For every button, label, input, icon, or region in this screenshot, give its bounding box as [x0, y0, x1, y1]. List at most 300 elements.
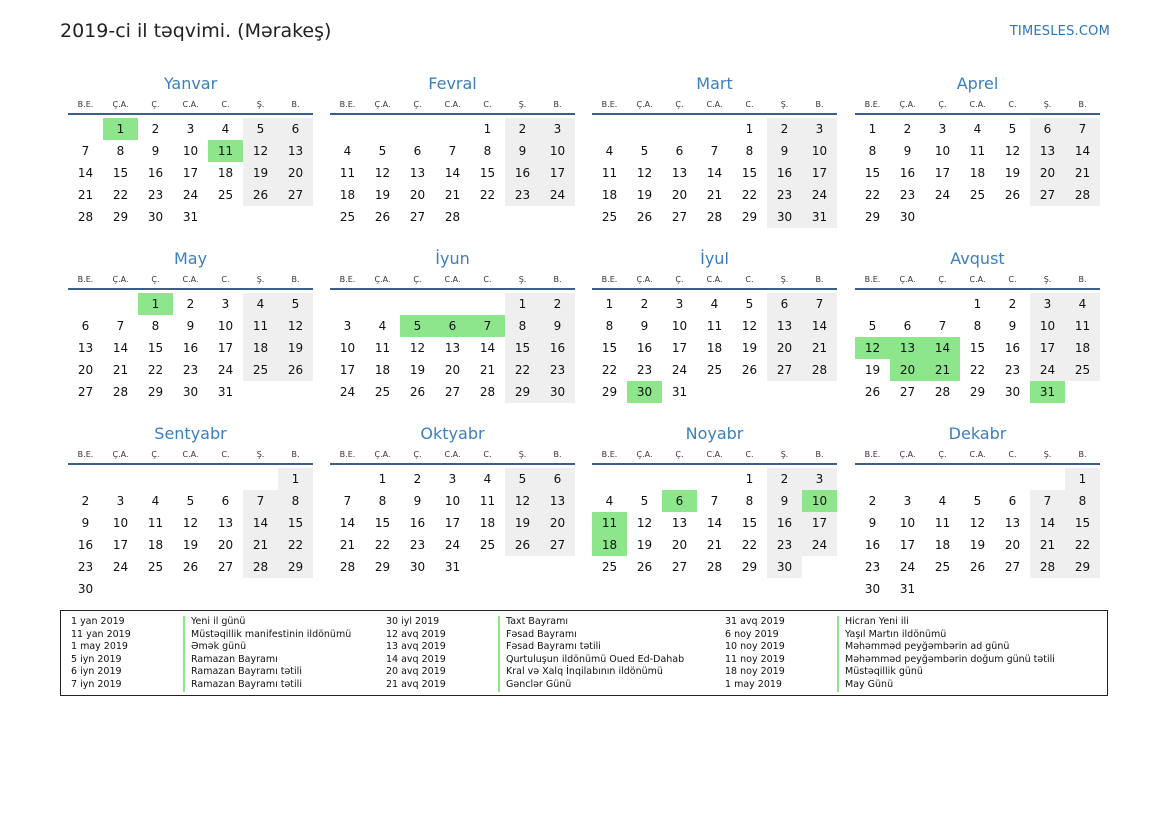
day-cell: 2	[81, 494, 90, 508]
day-cell: 9	[903, 144, 912, 158]
day-cell: 6	[81, 319, 90, 333]
weekday-label: B.	[1078, 100, 1087, 109]
holiday-name: Fəsad Bayramı tətili	[506, 641, 601, 653]
day-grid	[855, 293, 1100, 403]
day-cell: 18	[1065, 337, 1100, 359]
month-4	[855, 73, 1100, 228]
day-cell: 16	[767, 512, 802, 534]
day-cell: 15	[374, 516, 391, 530]
day-cell: 21	[802, 337, 837, 359]
holiday-name: Müstəqillik günü	[845, 666, 923, 678]
day-cell: 24	[671, 363, 688, 377]
day-cell: 18	[592, 534, 627, 556]
day-cell: 8	[151, 319, 160, 333]
day-cell: 26	[243, 184, 278, 206]
day-cell: 20	[890, 359, 925, 381]
day-cell: 28	[339, 560, 356, 574]
day-cell: 19	[969, 538, 986, 552]
day-cell: 1	[605, 297, 614, 311]
day-cell: 11	[706, 319, 723, 333]
day-cell: 29	[147, 385, 164, 399]
day-cell: 18	[969, 166, 986, 180]
day-cell: 16	[1004, 341, 1021, 355]
day-cell: 18	[147, 538, 164, 552]
holiday-row	[61, 666, 351, 679]
weekday-label: Ç.	[675, 100, 684, 109]
holiday-row	[715, 616, 1055, 629]
weekday-label: Ç.A.	[636, 450, 653, 459]
weekday-label: B.	[815, 450, 824, 459]
weekday-label: B.E.	[601, 450, 618, 459]
holiday-name: Ramazan Bayramı tətili	[191, 666, 302, 678]
day-cell: 23	[540, 359, 575, 381]
day-cell: 29	[278, 556, 313, 578]
day-cell: 6	[435, 315, 470, 337]
weekday-label: C.	[221, 275, 230, 284]
holiday-name: Hicran Yeni ili	[845, 616, 909, 627]
holiday-row	[61, 616, 351, 629]
day-cell: 15	[479, 166, 496, 180]
day-cell: 11	[934, 516, 951, 530]
weekday-label: C.A.	[706, 275, 723, 284]
day-cell: 24	[444, 538, 461, 552]
day-cell: 30	[77, 582, 94, 596]
holiday-row	[715, 654, 1055, 667]
day-cell: 6	[903, 319, 912, 333]
day-cell: 14	[243, 512, 278, 534]
day-cell: 25	[601, 560, 618, 574]
day-cell: 3	[343, 319, 352, 333]
day-cell: 8	[973, 319, 982, 333]
day-cell: 13	[278, 140, 313, 162]
weekday-label: Ç.	[938, 450, 947, 459]
day-cell: 10	[540, 140, 575, 162]
day-cell: 22	[374, 538, 391, 552]
day-cell: 20	[444, 363, 461, 377]
day-cell: 4	[343, 144, 352, 158]
day-cell: 3	[675, 297, 684, 311]
weekday-label: C.A.	[969, 275, 986, 284]
day-cell: 27	[540, 534, 575, 556]
day-cell: 15	[741, 166, 758, 180]
day-cell: 10	[112, 516, 129, 530]
day-cell: 27	[217, 560, 234, 574]
day-cell: 12	[1004, 144, 1021, 158]
day-cell: 20	[77, 363, 94, 377]
day-cell: 21	[1030, 534, 1065, 556]
weekday-label: B.E.	[864, 100, 881, 109]
month-6	[330, 248, 575, 403]
day-cell: 10	[671, 319, 688, 333]
day-cell: 8	[1065, 490, 1100, 512]
weekday-header	[68, 97, 313, 115]
day-cell: 9	[540, 315, 575, 337]
day-cell: 8	[745, 494, 754, 508]
holiday-marker	[183, 616, 185, 629]
day-cell: 13	[77, 341, 94, 355]
day-cell: 22	[1065, 534, 1100, 556]
day-cell: 18	[243, 337, 278, 359]
day-cell: 9	[151, 144, 160, 158]
day-cell: 2	[151, 122, 160, 136]
empty-cell	[470, 293, 505, 315]
day-cell: 4	[973, 122, 982, 136]
weekday-label: C.A.	[444, 100, 461, 109]
day-cell: 31	[899, 582, 916, 596]
day-cell: 7	[470, 315, 505, 337]
weekday-label: C.	[745, 100, 754, 109]
day-cell: 16	[147, 166, 164, 180]
weekday-label: Ç.A.	[899, 275, 916, 284]
month-name: Aprel	[956, 74, 999, 93]
day-cell: 8	[868, 144, 877, 158]
holiday-marker	[183, 679, 185, 692]
day-cell: 8	[483, 144, 492, 158]
day-cell: 16	[540, 337, 575, 359]
day-cell: 25	[1065, 359, 1100, 381]
day-cell: 15	[601, 341, 618, 355]
day-cell: 5	[640, 144, 649, 158]
day-cell: 23	[147, 188, 164, 202]
day-cell: 9	[413, 494, 422, 508]
holiday-date: 14 avq 2019	[386, 653, 446, 665]
day-cell: 1	[483, 122, 492, 136]
day-cell: 9	[767, 490, 802, 512]
day-cell: 31	[444, 560, 461, 574]
weekday-label: Ç.	[151, 100, 160, 109]
empty-cell	[400, 118, 435, 140]
empty-cell	[330, 293, 365, 315]
month-name: Avqust	[950, 249, 1005, 268]
weekday-header	[855, 447, 1100, 465]
day-cell: 17	[540, 162, 575, 184]
holiday-name: Qurtuluşun ildönümü Oued Ed-Dahab	[506, 653, 685, 665]
empty-cell	[330, 468, 365, 490]
empty-cell	[995, 468, 1030, 490]
weekday-label: Ç.	[938, 100, 947, 109]
holiday-row	[715, 679, 1055, 692]
holiday-date: 20 avq 2019	[386, 666, 446, 678]
day-grid	[68, 293, 313, 403]
empty-cell	[592, 118, 627, 140]
day-cell: 17	[671, 341, 688, 355]
empty-cell	[208, 468, 243, 490]
page-title: 2019-ci il təqvimi. (Mərakeş)	[60, 20, 332, 42]
day-cell: 10	[802, 490, 837, 512]
weekday-label: C.	[483, 275, 492, 284]
day-cell: 30	[409, 560, 426, 574]
weekday-label: C.	[1008, 275, 1017, 284]
day-cell: 13	[540, 490, 575, 512]
day-cell: 6	[767, 293, 802, 315]
holiday-name: Yaşıl Martın ildönümü	[845, 628, 947, 640]
day-cell: 6	[1030, 118, 1065, 140]
month-3	[592, 73, 837, 228]
day-cell: 19	[636, 538, 653, 552]
day-cell: 22	[147, 363, 164, 377]
day-cell: 4	[710, 297, 719, 311]
holiday-name: Ramazan Bayramı tətili	[191, 678, 302, 690]
day-cell: 30	[147, 210, 164, 224]
day-cell: 6	[675, 144, 684, 158]
day-cell: 8	[505, 315, 540, 337]
day-cell: 16	[636, 341, 653, 355]
month-name: Dekabr	[948, 424, 1007, 443]
holiday-list	[60, 610, 1108, 696]
day-cell: 5	[1008, 122, 1017, 136]
holiday-date: 21 avq 2019	[386, 678, 446, 690]
empty-cell	[173, 468, 208, 490]
day-cell: 12	[741, 319, 758, 333]
month-name: Fevral	[428, 74, 477, 93]
day-cell: 10	[802, 140, 837, 162]
day-cell: 1	[745, 472, 754, 486]
day-cell: 31	[802, 206, 837, 228]
day-cell: 31	[217, 385, 234, 399]
weekday-label: B.E.	[601, 275, 618, 284]
holiday-column-1	[61, 616, 351, 692]
day-cell: 28	[243, 556, 278, 578]
day-cell: 4	[605, 144, 614, 158]
day-cell: 21	[706, 188, 723, 202]
empty-cell	[1030, 468, 1065, 490]
holiday-column-3	[715, 616, 1055, 692]
day-cell: 2	[640, 297, 649, 311]
holiday-row	[376, 654, 684, 667]
day-cell: 12	[969, 516, 986, 530]
day-cell: 24	[802, 184, 837, 206]
day-cell: 17	[802, 512, 837, 534]
day-cell: 23	[864, 560, 881, 574]
holiday-column-2	[376, 616, 684, 692]
holiday-row	[61, 641, 351, 654]
day-cell: 24	[339, 385, 356, 399]
day-cell: 18	[339, 188, 356, 202]
day-cell: 1	[745, 122, 754, 136]
empty-cell	[697, 468, 732, 490]
day-cell: 22	[741, 538, 758, 552]
day-cell: 1	[868, 122, 877, 136]
day-cell: 30	[767, 206, 802, 228]
day-cell: 15	[741, 516, 758, 530]
weekday-label: Ç.A.	[112, 100, 129, 109]
day-cell: 28	[706, 560, 723, 574]
holiday-marker	[837, 616, 839, 629]
day-cell: 21	[706, 538, 723, 552]
holiday-marker	[183, 629, 185, 642]
day-cell: 24	[540, 184, 575, 206]
day-cell: 24	[112, 560, 129, 574]
day-cell: 14	[339, 516, 356, 530]
weekday-label: Ş.	[780, 275, 789, 284]
day-cell: 9	[505, 140, 540, 162]
day-cell: 10	[1030, 315, 1065, 337]
day-cell: 21	[339, 538, 356, 552]
day-cell: 19	[864, 363, 881, 377]
weekday-label: Ç.	[413, 275, 422, 284]
day-cell: 27	[671, 560, 688, 574]
day-cell: 29	[969, 385, 986, 399]
day-cell: 12	[505, 490, 540, 512]
month-12	[855, 423, 1100, 600]
empty-cell	[627, 468, 662, 490]
day-cell: 7	[802, 293, 837, 315]
day-cell: 19	[636, 188, 653, 202]
holiday-marker	[498, 666, 500, 679]
day-cell: 5	[378, 144, 387, 158]
day-cell: 19	[741, 341, 758, 355]
weekday-label: B.E.	[864, 275, 881, 284]
day-cell: 11	[147, 516, 164, 530]
empty-cell	[365, 118, 400, 140]
holiday-date: 13 avq 2019	[386, 641, 446, 653]
day-cell: 20	[671, 188, 688, 202]
day-cell: 29	[741, 560, 758, 574]
weekday-label: B.	[291, 100, 300, 109]
weekday-label: C.	[483, 450, 492, 459]
holiday-name: Müstəqillik manifestinin ildönümü	[191, 628, 352, 640]
weekday-label: Ş.	[256, 100, 265, 109]
day-cell: 29	[741, 210, 758, 224]
day-cell: 12	[409, 341, 426, 355]
day-cell: 2	[868, 494, 877, 508]
holiday-marker	[837, 641, 839, 654]
holiday-name: Məhəmməd peyğəmbərin doğum günü tətili	[845, 653, 1055, 665]
weekday-label: Ş.	[1043, 275, 1052, 284]
day-cell: 14	[706, 166, 723, 180]
day-cell: 23	[899, 188, 916, 202]
day-cell: 30	[1004, 385, 1021, 399]
weekday-header	[330, 272, 575, 290]
day-cell: 9	[1008, 319, 1017, 333]
day-cell: 26	[374, 210, 391, 224]
holiday-row	[376, 666, 684, 679]
day-cell: 17	[1030, 337, 1065, 359]
weekday-label: Ş.	[780, 450, 789, 459]
day-cell: 7	[1030, 490, 1065, 512]
day-cell: 16	[182, 341, 199, 355]
day-cell: 22	[601, 363, 618, 377]
day-grid	[592, 118, 837, 228]
holiday-date: 1 may 2019	[71, 641, 128, 653]
holiday-date: 6 iyn 2019	[71, 666, 122, 678]
day-cell: 4	[605, 494, 614, 508]
day-cell: 22	[505, 359, 540, 381]
day-cell: 1	[103, 118, 138, 140]
holiday-name: Məhəmməd peyğəmbərin ad günü	[845, 641, 1010, 653]
day-cell: 7	[448, 144, 457, 158]
day-cell: 20	[409, 188, 426, 202]
day-cell: 3	[1030, 293, 1065, 315]
day-cell: 13	[217, 516, 234, 530]
day-cell: 24	[802, 534, 837, 556]
empty-cell	[925, 293, 960, 315]
day-cell: 15	[147, 341, 164, 355]
holiday-marker	[498, 654, 500, 667]
day-cell: 17	[444, 516, 461, 530]
day-cell: 2	[767, 468, 802, 490]
day-cell: 14	[77, 166, 94, 180]
day-cell: 25	[217, 188, 234, 202]
day-cell: 20	[1030, 162, 1065, 184]
day-cell: 22	[278, 534, 313, 556]
day-cell: 10	[182, 144, 199, 158]
day-cell: 29	[864, 210, 881, 224]
holiday-date: 1 yan 2019	[71, 616, 125, 627]
weekday-label: B.	[1078, 275, 1087, 284]
day-cell: 23	[505, 184, 540, 206]
day-cell: 29	[505, 381, 540, 403]
day-cell: 2	[903, 122, 912, 136]
day-cell: 17	[112, 538, 129, 552]
weekday-label: B.	[1078, 450, 1087, 459]
holiday-name: May Günü	[845, 678, 894, 690]
weekday-label: C.A.	[182, 450, 199, 459]
day-grid	[855, 468, 1100, 600]
holiday-date: 10 noy 2019	[725, 641, 785, 653]
weekday-label: C.A.	[969, 450, 986, 459]
holiday-name: Gənclər Günü	[506, 678, 572, 690]
empty-cell	[627, 118, 662, 140]
day-cell: 23	[767, 184, 802, 206]
empty-cell	[697, 118, 732, 140]
day-cell: 18	[706, 341, 723, 355]
day-cell: 5	[400, 315, 435, 337]
empty-cell	[662, 468, 697, 490]
day-cell: 4	[243, 293, 278, 315]
day-cell: 14	[112, 341, 129, 355]
day-cell: 5	[243, 118, 278, 140]
weekday-header	[855, 272, 1100, 290]
empty-cell	[662, 118, 697, 140]
day-cell: 8	[278, 490, 313, 512]
holiday-date: 6 noy 2019	[725, 628, 779, 640]
day-cell: 16	[864, 538, 881, 552]
holiday-date: 1 may 2019	[725, 678, 782, 690]
day-cell: 14	[925, 337, 960, 359]
weekday-header	[330, 447, 575, 465]
holiday-row	[376, 629, 684, 642]
day-cell: 26	[1004, 188, 1021, 202]
weekday-label: C.A.	[706, 450, 723, 459]
empty-cell	[592, 468, 627, 490]
day-cell: 10	[899, 516, 916, 530]
site-link[interactable]: TIMESLES.COM	[1009, 24, 1110, 39]
empty-cell	[330, 118, 365, 140]
empty-cell	[890, 293, 925, 315]
day-cell: 5	[868, 319, 877, 333]
month-5	[68, 248, 313, 403]
holiday-row	[715, 629, 1055, 642]
day-cell: 19	[1004, 166, 1021, 180]
holiday-row	[376, 679, 684, 692]
day-cell: 3	[221, 297, 230, 311]
weekday-header	[592, 97, 837, 115]
day-cell: 15	[278, 512, 313, 534]
day-cell: 26	[182, 560, 199, 574]
day-cell: 17	[934, 166, 951, 180]
weekday-label: C.	[1008, 450, 1017, 459]
day-cell: 28	[479, 385, 496, 399]
holiday-row	[715, 666, 1055, 679]
day-cell: 19	[278, 337, 313, 359]
day-cell: 29	[601, 385, 618, 399]
holiday-date: 5 iyn 2019	[71, 653, 122, 665]
day-cell: 22	[112, 188, 129, 202]
day-cell: 26	[741, 363, 758, 377]
day-cell: 25	[706, 363, 723, 377]
month-9	[68, 423, 313, 600]
